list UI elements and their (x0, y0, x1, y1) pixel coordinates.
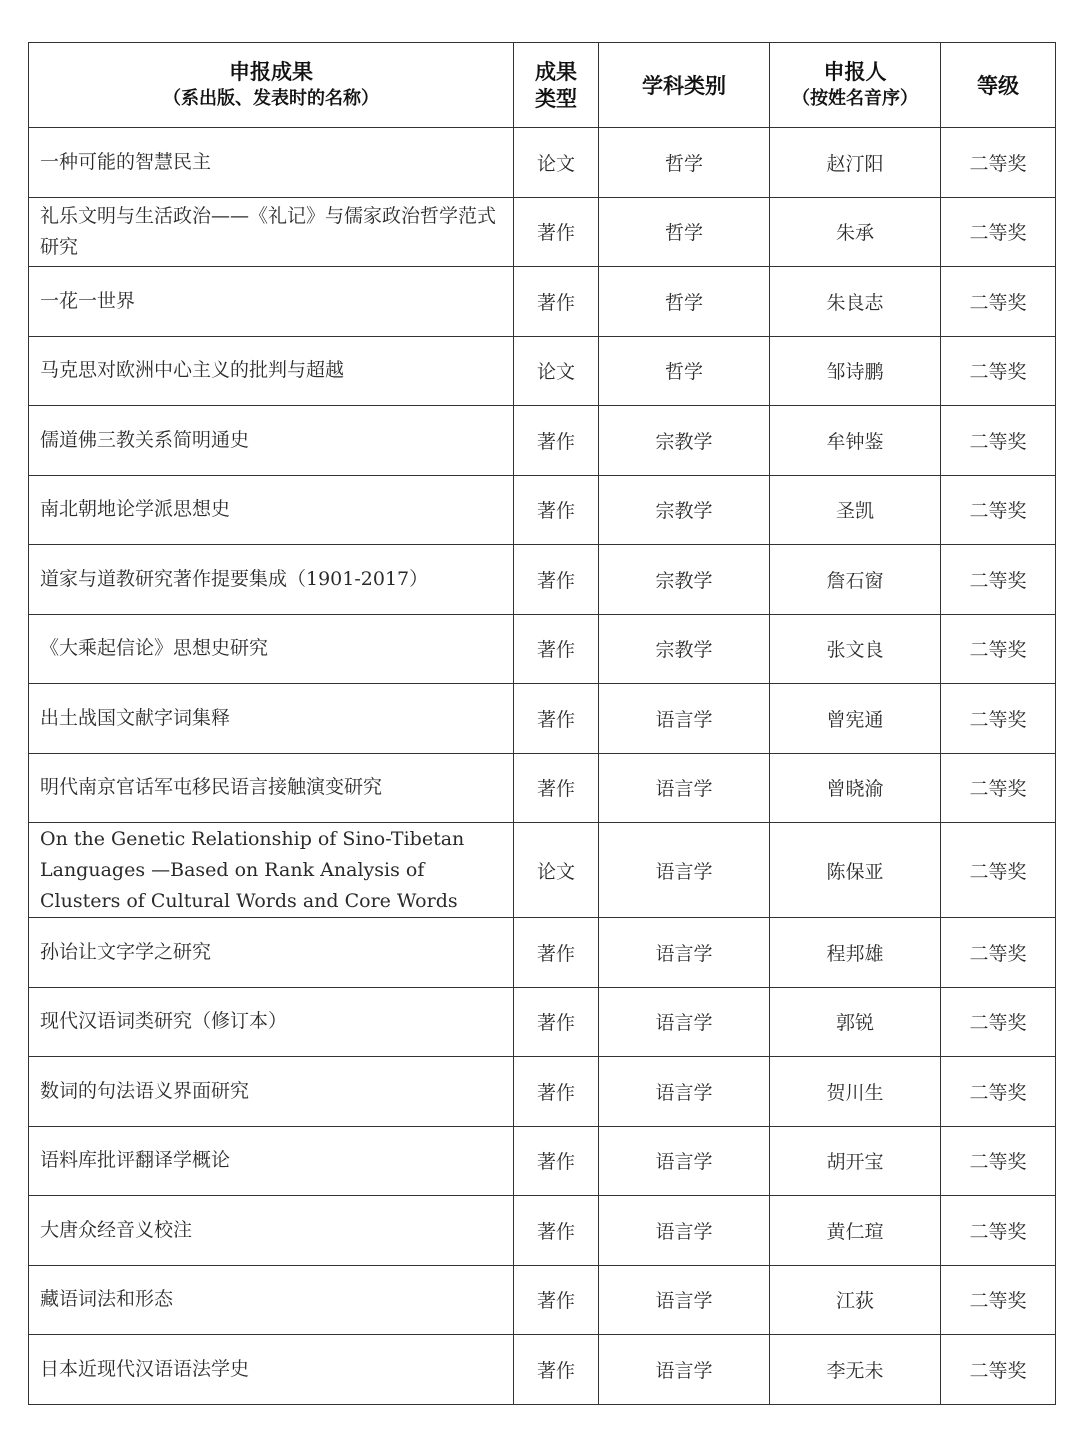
cell-applicant: 牟钟鉴 (770, 406, 941, 476)
cell-type: 著作 (514, 545, 599, 615)
cell-subject: 语言学 (599, 1057, 770, 1127)
header-subject: 学科类别 (599, 43, 770, 128)
cell-grade: 二等奖 (941, 823, 1056, 918)
cell-grade: 二等奖 (941, 128, 1056, 198)
cell-subject: 哲学 (599, 336, 770, 406)
cell-applicant: 詹石窗 (770, 545, 941, 615)
table-row (29, 267, 1056, 337)
header-title-main: 申报成果 (229, 59, 313, 84)
header-type-line2: 类型 (535, 86, 577, 111)
cell-type: 论文 (514, 128, 599, 198)
cell-applicant: 曾宪通 (770, 684, 941, 754)
cell-subject: 语言学 (599, 987, 770, 1057)
cell-title: 藏语词法和形态 (29, 1265, 514, 1335)
cell-type: 著作 (514, 753, 599, 823)
table-row (29, 1057, 1056, 1127)
cell-title: 《大乘起信论》思想史研究 (29, 614, 514, 684)
table-row (29, 918, 1056, 988)
table-row (29, 1335, 1056, 1405)
table-row (29, 1126, 1056, 1196)
cell-applicant: 张文良 (770, 614, 941, 684)
header-title (29, 43, 514, 128)
header-title-sub: （系出版、发表时的名称） (163, 88, 379, 109)
cell-grade: 二等奖 (941, 987, 1056, 1057)
cell-title: 出土战国文献字词集释 (29, 684, 514, 754)
cell-title: 一种可能的智慧民主 (29, 128, 514, 198)
table-row (29, 336, 1056, 406)
cell-type: 著作 (514, 1196, 599, 1266)
cell-subject: 哲学 (599, 197, 770, 267)
awards-table (28, 42, 1056, 1405)
cell-grade: 二等奖 (941, 336, 1056, 406)
table-row (29, 1196, 1056, 1266)
table-row (29, 545, 1056, 615)
table-row (29, 614, 1056, 684)
cell-subject: 语言学 (599, 823, 770, 918)
table-body (29, 128, 1056, 1405)
cell-type: 著作 (514, 406, 599, 476)
cell-title: On the Genetic Relationship of Sino-Tibetan Languages —Based on Rank Analysis of Clusters of Cultural Words and Core Words (29, 823, 514, 918)
cell-type: 著作 (514, 1335, 599, 1405)
cell-grade: 二等奖 (941, 1126, 1056, 1196)
cell-grade: 二等奖 (941, 197, 1056, 267)
cell-grade: 二等奖 (941, 406, 1056, 476)
cell-applicant: 圣凯 (770, 475, 941, 545)
header-applicant-main: 申报人 (823, 59, 887, 84)
cell-type: 著作 (514, 197, 599, 267)
cell-subject: 哲学 (599, 128, 770, 198)
cell-applicant: 贺川生 (770, 1057, 941, 1127)
cell-type: 著作 (514, 267, 599, 337)
cell-grade: 二等奖 (941, 1057, 1056, 1127)
cell-applicant: 黄仁瑄 (770, 1196, 941, 1266)
cell-type: 论文 (514, 823, 599, 918)
table-row (29, 128, 1056, 198)
cell-applicant: 陈保亚 (770, 823, 941, 918)
header-applicant (770, 43, 941, 128)
cell-type: 著作 (514, 1057, 599, 1127)
table-header (29, 43, 1056, 128)
header-grade: 等级 (941, 43, 1056, 128)
cell-applicant: 朱良志 (770, 267, 941, 337)
cell-title: 南北朝地论学派思想史 (29, 475, 514, 545)
table-row (29, 406, 1056, 476)
header-applicant-sub: （按姓名音序） (792, 88, 918, 109)
cell-applicant: 朱承 (770, 197, 941, 267)
cell-subject: 哲学 (599, 267, 770, 337)
cell-title: 一花一世界 (29, 267, 514, 337)
cell-applicant: 曾晓渝 (770, 753, 941, 823)
cell-type: 著作 (514, 684, 599, 754)
cell-title: 孙诒让文字学之研究 (29, 918, 514, 988)
cell-type: 著作 (514, 918, 599, 988)
cell-grade: 二等奖 (941, 1335, 1056, 1405)
cell-applicant: 赵汀阳 (770, 128, 941, 198)
cell-applicant: 江荻 (770, 1265, 941, 1335)
cell-grade: 二等奖 (941, 267, 1056, 337)
cell-subject: 宗教学 (599, 614, 770, 684)
cell-subject: 宗教学 (599, 475, 770, 545)
cell-title: 日本近现代汉语语法学史 (29, 1335, 514, 1405)
cell-title: 大唐众经音义校注 (29, 1196, 514, 1266)
cell-applicant: 郭锐 (770, 987, 941, 1057)
table-row (29, 823, 1056, 918)
cell-subject: 语言学 (599, 753, 770, 823)
table-row (29, 1265, 1056, 1335)
cell-type: 著作 (514, 1265, 599, 1335)
cell-type: 著作 (514, 987, 599, 1057)
cell-subject: 宗教学 (599, 545, 770, 615)
cell-title: 明代南京官话军屯移民语言接触演变研究 (29, 753, 514, 823)
cell-subject: 语言学 (599, 918, 770, 988)
cell-applicant: 胡开宝 (770, 1126, 941, 1196)
cell-subject: 语言学 (599, 684, 770, 754)
table-row (29, 684, 1056, 754)
cell-grade: 二等奖 (941, 753, 1056, 823)
cell-applicant: 程邦雄 (770, 918, 941, 988)
cell-title: 道家与道教研究著作提要集成（1901-2017） (29, 545, 514, 615)
cell-subject: 语言学 (599, 1196, 770, 1266)
cell-type: 著作 (514, 475, 599, 545)
cell-applicant: 邹诗鹏 (770, 336, 941, 406)
cell-grade: 二等奖 (941, 545, 1056, 615)
cell-subject: 语言学 (599, 1126, 770, 1196)
table-row (29, 987, 1056, 1057)
cell-grade: 二等奖 (941, 475, 1056, 545)
cell-title: 礼乐文明与生活政治——《礼记》与儒家政治哲学范式研究 (29, 197, 514, 267)
cell-title: 语料库批评翻译学概论 (29, 1126, 514, 1196)
cell-title: 马克思对欧洲中心主义的批判与超越 (29, 336, 514, 406)
cell-applicant: 李无未 (770, 1335, 941, 1405)
cell-grade: 二等奖 (941, 684, 1056, 754)
cell-type: 论文 (514, 336, 599, 406)
cell-subject: 宗教学 (599, 406, 770, 476)
cell-subject: 语言学 (599, 1335, 770, 1405)
cell-grade: 二等奖 (941, 1265, 1056, 1335)
cell-grade: 二等奖 (941, 918, 1056, 988)
cell-subject: 语言学 (599, 1265, 770, 1335)
table-row (29, 753, 1056, 823)
cell-title: 现代汉语词类研究（修订本） (29, 987, 514, 1057)
cell-type: 著作 (514, 614, 599, 684)
table-row (29, 197, 1056, 267)
header-type-line1: 成果 (535, 59, 577, 84)
cell-title: 数词的句法语义界面研究 (29, 1057, 514, 1127)
cell-grade: 二等奖 (941, 614, 1056, 684)
header-row (29, 43, 1056, 128)
header-type (514, 43, 599, 128)
table-row (29, 475, 1056, 545)
cell-title: 儒道佛三教关系简明通史 (29, 406, 514, 476)
cell-type: 著作 (514, 1126, 599, 1196)
cell-grade: 二等奖 (941, 1196, 1056, 1266)
